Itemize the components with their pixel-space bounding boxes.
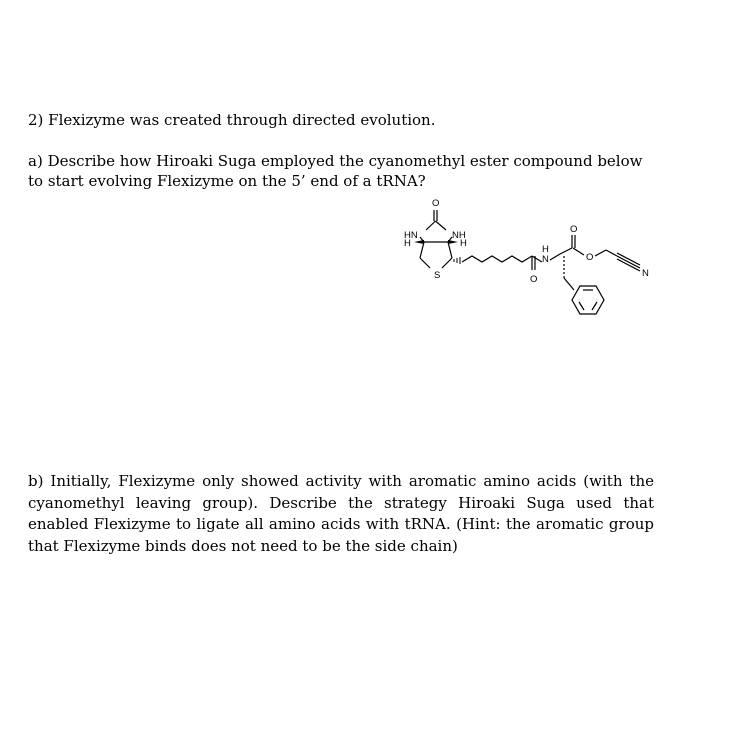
atom-label: N xyxy=(642,268,649,279)
atom-label: O xyxy=(432,198,440,209)
atom-label: HN xyxy=(404,230,418,241)
atom-label: H xyxy=(404,238,411,249)
bond xyxy=(448,242,452,258)
question-part-b: b) Initially, Flexizyme only showed activity with aromatic amino acids (with the cyanomethyl leaving group). Describe the strategy Hiroaki Suga used that enabled Flexizyme to ligate all amino acids with tRNA. (Hint: the aromatic group that Flexizyme binds does not need to be the side chain) xyxy=(28,472,654,555)
atom-label: H xyxy=(460,238,467,249)
bond xyxy=(426,221,436,230)
atom-label: N xyxy=(542,254,549,265)
atom-label: O xyxy=(586,252,594,263)
atom-label: H xyxy=(542,244,549,255)
question-part-a: a) Describe how Hiroaki Suga employed the cyanomethyl ester compound below to start evolving Flexizyme on the 5’ end of a tRNA? xyxy=(28,152,643,190)
bond xyxy=(442,258,452,268)
atom-label: O xyxy=(570,224,578,235)
question-title: 2) Flexizyme was created through directed evolution. xyxy=(28,111,436,129)
alkyl-chain xyxy=(462,256,532,262)
bond xyxy=(420,242,424,258)
atom-label: S xyxy=(434,270,441,281)
bond xyxy=(420,258,430,268)
bond xyxy=(436,221,447,230)
cyanomethyl-ester-structure xyxy=(396,190,666,334)
atom-label: NH xyxy=(452,230,466,241)
atom-label: O xyxy=(530,274,538,285)
